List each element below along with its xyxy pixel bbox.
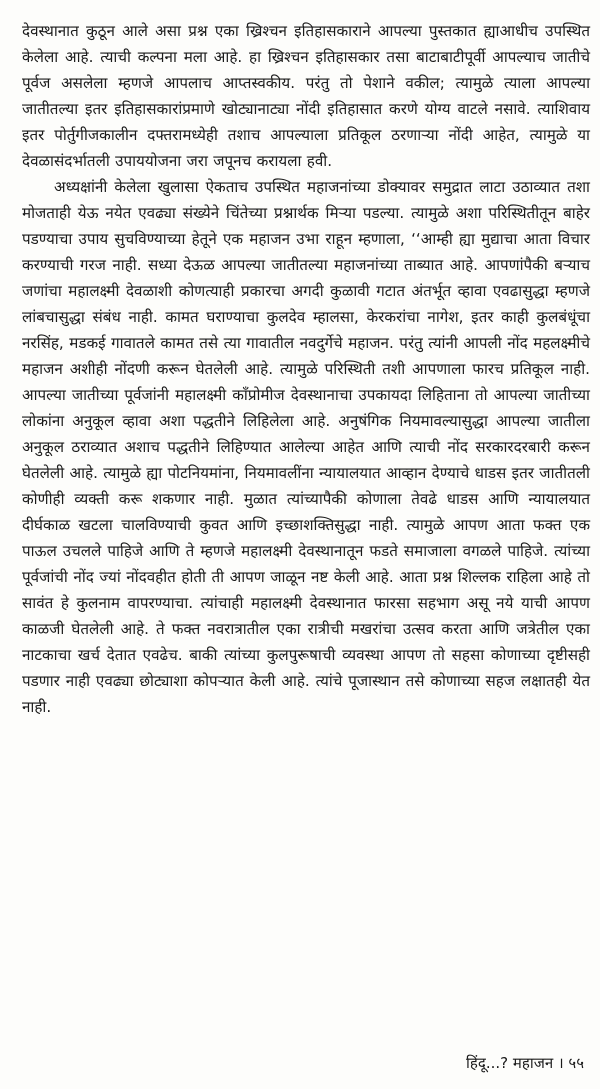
body-text [22,18,590,720]
paragraph-2: अध्यक्षांनी केलेला खुलासा ऐकताच उपस्थित महाजनांच्या डोक्यावर समुद्रात लाटा उठाव्यात तशा मोजताही येऊ नयेत एवढ्या संख्येने चिंतेच्या प्रश्नार्थक मिऱ्या पडल्या. त्यामुळे अशा परिस्थितीतून बाहेर पडण्याचा उपाय सुचविण्याच्या हेतूने एक महाजन उभा राहून म्हणाला, ‘‘आम्ही ह्या मुद्याचा आता विचार करण्याची गरज नाही. सध्या देऊळ आपल्या जातीतल्या महाजनांच्या ताब्यात आहे. आपणांपैकी बऱ्याच जणांचा महालक्ष्मी देवळाशी कोणत्याही प्रकारचा अगदी कुळावी गटात अंतर्भूत व्हावा एवढासुद्धा म्हणजे लांबचासुद्धा संबंध नाही. कामत घराण्याचा कुलदेव म्हालसा, केरकरांचा नागेश, इतर काही कुलबंधूंचा नरसिंह, मडकई गावातले कामत तसे त्या गावातील नवदुर्गेचे महाजन. परंतु त्यांनी आपली नोंद महलक्ष्मीचे महाजन अशीही नोंदणी करून घेतलेली आहे. त्यामुळे परिस्थिती तशी आपणाला फारच प्रतिकूल नाही. आपल्या जातीच्या पूर्वजांनी महालक्ष्मी कॉंप्रोमीज देवस्थानाचा उपकायदा लिहिताना तो आपल्या जातीच्या लोकांना अनुकूल व्हावा अशा पद्धतीने लिहिलेला आहे. अनुषंगिक नियमावल्यासुद्धा आपल्या जातीला अनुकूल ठराव्यात अशाच पद्धतीने लिहिण्यात आलेल्या आहेत आणि त्याची नोंद सरकारदरबारी करून घेतलेली आहे. त्यामुळे ह्या पोटनियमांना, नियमावलींना न्यायालयात आव्हान देण्याचे धाडस इतर जातीतली कोणीही व्यक्ती करू शकणार नाही. मुळात त्यांच्यापैकी कोणाला तेवढे धाडस आणि न्यायालयात दीर्घकाळ खटला चालविण्याची कुवत आणि इच्छाशक्तिसुद्धा नाही. त्यामुळे आपण आता फक्त एक पाऊल उचलले पाहिजे आणि ते म्हणजे महालक्ष्मी देवस्थानातून फडते समाजाला वगळले पाहिजे. त्यांच्या पूर्वजांची नोंद ज्यां नोंदवहीत होती ती आपण जाळून नष्ट केली आहे. आता प्रश्न शिल्लक राहिला आहे तो सावंत हे कुलनाम वापरण्याचा. त्यांचाही महालक्ष्मी देवस्थानात फारसा सहभाग असू नये याची आपण काळजी घेतलेली आहे. ते फक्त नवरात्रातील एका रात्रीची मखरांचा उत्सव करता आणि जत्रेतील एका नाटकाचा खर्च देतात एवढेच. बाकी त्यांच्या कुलपुरूषाची व्यवस्था आपण तो सहसा कोणाच्या दृष्टीसही पडणार नाही एवढ्या छोट्याशा कोपऱ्यात केली आहे. त्यांचे पूजास्थान तसे कोणाच्या सहज लक्षातही येत नाही. [22,178,590,716]
page-footer: हिंदू...? महाजन । ५५ [466,1054,584,1072]
paragraph-1: देवस्थानात कुठून आले असा प्रश्न एका ख्रिश्चन इतिहासकाराने आपल्या पुस्तकात ह्याआधीच उपस्थित केलेला आहे. त्याची कल्पना मला आहे. हा ख्रिश्चन इतिहासकार तसा बाटाबाटीपूर्वी आपल्याच जातीचे पूर्वज असलेला म्हणजे आपलाच आप्तस्वकीय. परंतु तो पेशाने वकील; त्यामुळे त्याला आपल्या जातीतल्या इतर इतिहासकारांप्रमाणे खोट्यानाट्या नोंदी इतिहासात करणे योग्य वाटले नसावे. त्याशिवाय इतर पोर्तुगीजकालीन दफ्तरामध्येही तशाच आपल्याला प्रतिकूल ठरणाऱ्या नोंदी आहेत, त्यामुळे या देवळासंदर्भातली उपाययोजना जरा जपूनच करायला हवी. [22,22,590,170]
